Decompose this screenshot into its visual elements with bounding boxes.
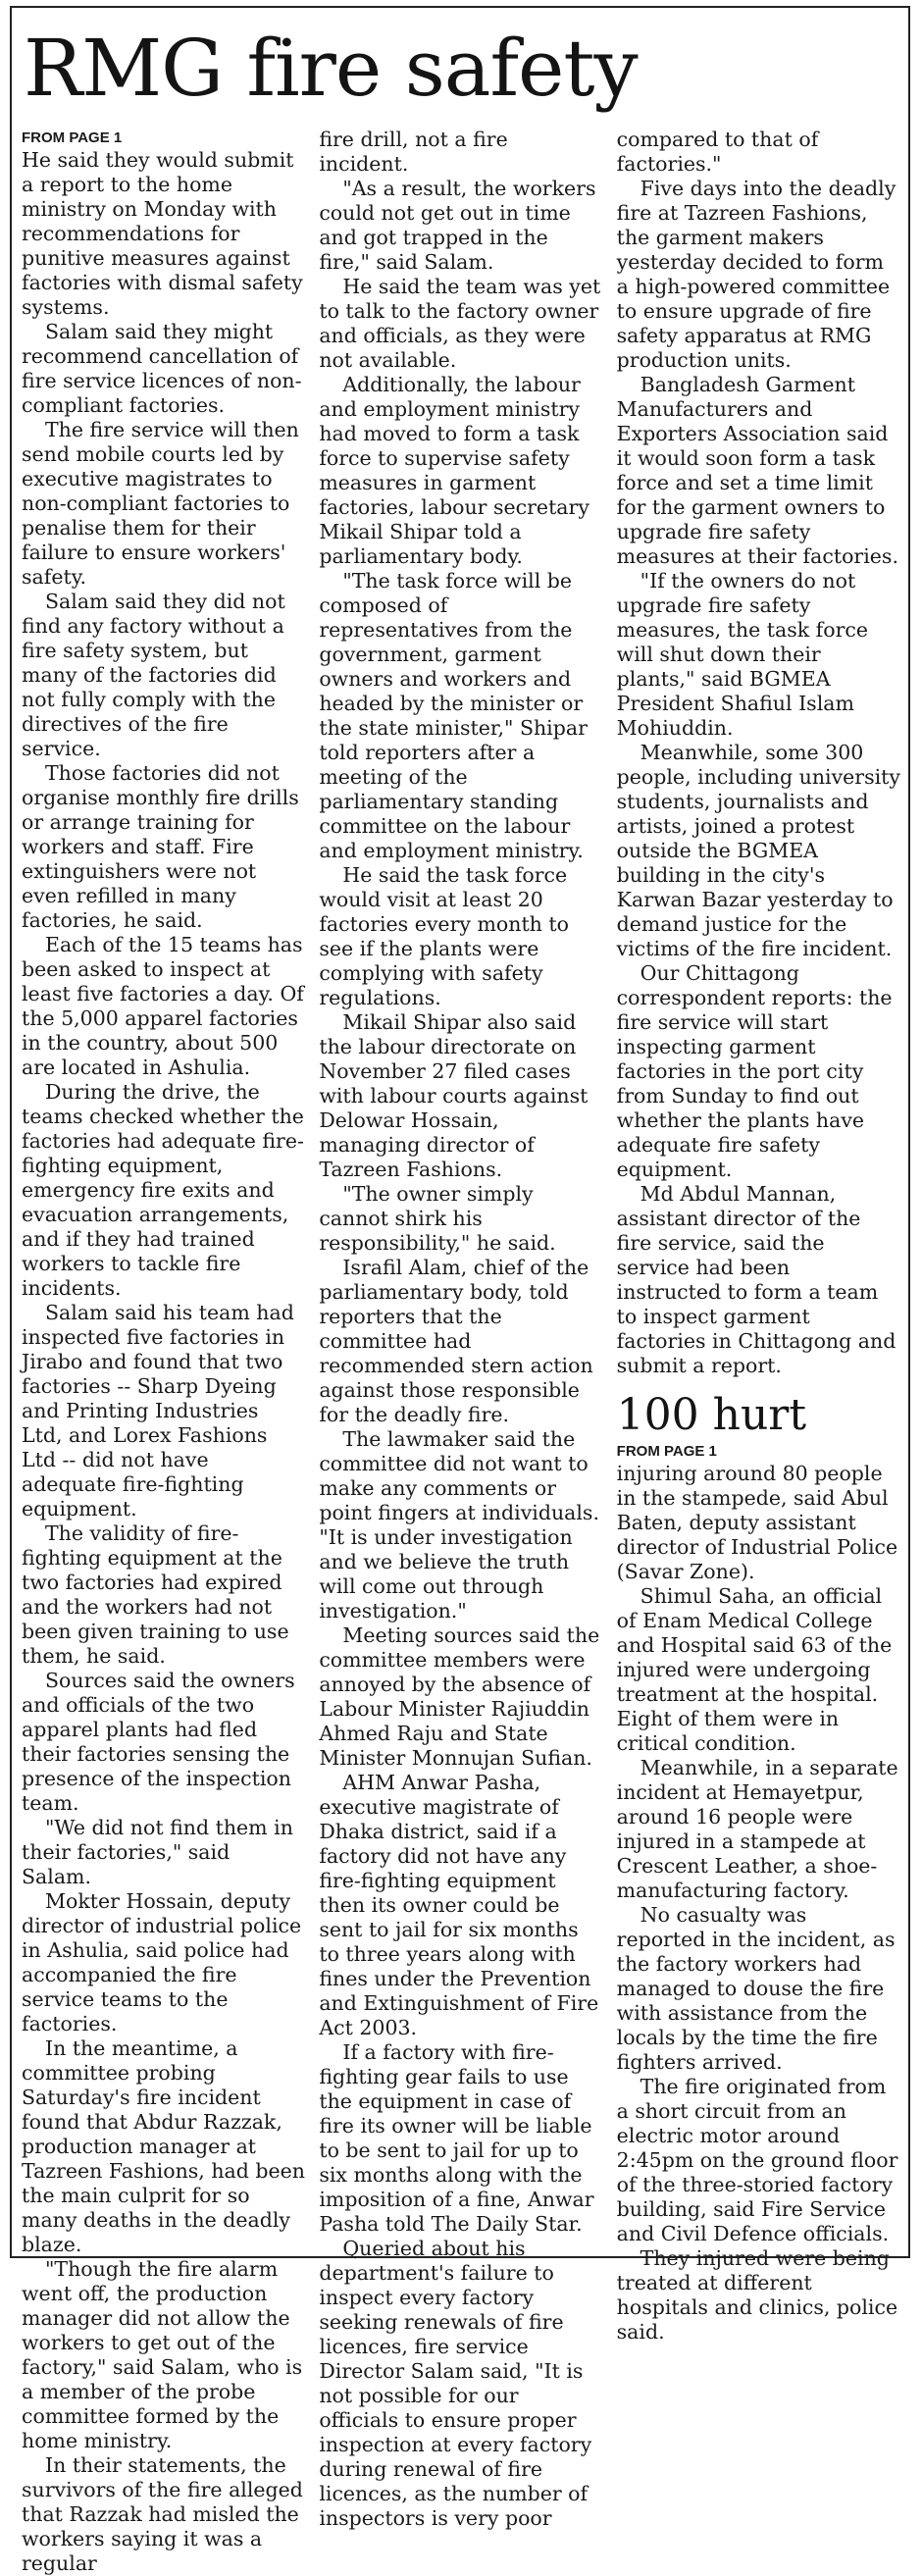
paragraph: Those factories did not organise monthly fire drills or arrange training for workers and staff. Fire extinguishers were not even refilled in many factories, he said. (22, 761, 299, 932)
paragraph: AHM Anwar Pasha, executive magistrate of Dhaka district, said if a factory did not have any fire-fighting equipment then its owner could be sent to jail for six months to three years along with fines under the Prevention and Extinguishment of Fire Act 2003. (319, 1771, 599, 2039)
paragraph: No casualty was reported in the incident, as the factory workers had managed to douse the fire with assistance from the locals by the time the fire fighters arrived. (616, 1903, 896, 2074)
paragraph: "Though the fire alarm went off, the production manager did not allow the workers to get out of the factory," said Salam, who is a member of the probe committee formed by the home ministry. (22, 2257, 303, 2452)
paragraph: Additionally, the labour and employment ministry had moved to form a task force to supervise safety measures in garment factories, labour secretary Mikail Shipar told a parliamentary body. (319, 373, 589, 568)
paragraph: Meanwhile, in a separate incident at Hemayetpur, around 16 people were injured in a stampede at Crescent Leather, a shoe-manufacturing factory. (616, 1756, 898, 1902)
continuation-label: FROM PAGE 1 (22, 129, 123, 146)
paragraph: In their statements, the survivors of the fire alleged that Razzak had misled the workers saying it was a regular (22, 2453, 303, 2575)
paragraph: Meanwhile, some 300 people, including university students, journalists and artists, joined a protest outside the BGMEA building in the city's Karwan Bazar yesterday to demand justice for the victims of the fire incident. (616, 741, 900, 960)
paragraph: The validity of fire-fighting equipment at the two factories had expired and the workers had not been given training to use them, he said. (22, 1521, 289, 1668)
paragraph: Shimul Saha, an official of Enam Medical College and Hospital said 63 of the injured were undergoing treatment at the hospital. Eight of them were in critical condition. (616, 1584, 893, 1755)
paragraph: Salam said his team had inspected five factories in Jirabo and found that two factories -- Sharp Dyeing and Printing Industries Ltd, and Lorex Fashions Ltd -- did not have adequate fire-fighting equipment. (22, 1301, 294, 1520)
paragraph: They injured were being treated at different hospitals and clinics, police said. (616, 2246, 898, 2344)
paragraph: The lawmaker said the committee did not want to make any comments or point fingers at individuals. "It is under investigation and we believe the truth will come out through investigation." (319, 1427, 599, 1623)
newspaper-clipping (10, 6, 910, 2575)
column-3 (617, 128, 900, 2576)
paragraph: He said the team was yet to talk to the factory owner and officials, as they were not available. (319, 275, 601, 372)
paragraph: Sources said the owners and officials of the two apparel plants had fled their factories sensing the presence of the inspection team. (22, 1669, 295, 1815)
column-1 (22, 128, 305, 2576)
paragraph: Queried about his department's failure to inspect every factory seeking renewals of fire licences, fire service Director Salam said, "It is not possible for our officials to ensure proper inspection at every factory during renewal of fire licences, as the number of inspectors is very poor (319, 2237, 592, 2530)
paragraph: He said the task force would visit at least 20 factories every month to see if the plants were complying with safety regulations. (319, 863, 569, 1009)
paragraph: Mikail Shipar also said the labour directorate on November 27 filed cases with labour courts against Delowar Hossain, managing director of Tazreen Fashions. (319, 1010, 589, 1181)
paragraph: Salam said they did not find any factory without a fire safety system, but many of the factories did not fully comply with the directives of the fire service. (22, 590, 285, 760)
paragraph: Each of the 15 teams has been asked to inspect at least five factories a day. Of the 5,000 apparel factories in the country, about 500 are located in Ashulia. (22, 933, 304, 1079)
paragraph: Md Abdul Mannan, assistant director of the fire service, said the service had been instructed to form a team to inspect garment factories in Chittagong and submit a report. (616, 1182, 896, 1377)
column-2 (319, 128, 602, 2576)
paragraph: Salam said they might recommend cancellation of fire service licences of non-compliant factories. (22, 320, 302, 417)
paragraph: The fire originated from a short circuit from an electric motor around 2:45pm on the ground floor of the three-storied factory building, said Fire Service and Civil Defence officials. (616, 2075, 898, 2245)
paragraph: "As a result, the workers could not get out in time and got trapped in the fire," said Salam. (319, 177, 596, 274)
paragraph: Israfil Alam, chief of the parliamentary body, told reporters that the committee had recommended stern action against those responsible for the deadly fire. (319, 1256, 593, 1426)
paragraph: Mokter Hossain, deputy director of industrial police in Ashulia, said police had accompanied the fire service teams to the factories. (22, 1889, 302, 2035)
subhead: 100 hurt (616, 1390, 807, 1440)
paragraph: "The owner simply cannot shirk his responsibility," he said. (319, 1182, 556, 1255)
paragraph: Meeting sources said the committee members were annoyed by the absence of Labour Minister Rajiuddin Ahmed Raju and State Minister Monnujan Sufian. (319, 1623, 600, 1770)
continuation-label: FROM PAGE 1 (616, 1443, 717, 1460)
article-columns (12, 128, 908, 2576)
paragraph: Bangladesh Garment Manufacturers and Exporters Association said it would soon form a task force and set a time limit for the garment owners to upgrade fire safety measures at their factories. (616, 373, 898, 568)
paragraph: During the drive, the teams checked whether the factories had adequate fire-fighting equipment, emergency fire exits and evacuation arrangements, and if they had trained workers to tackle fire incidents. (22, 1080, 304, 1300)
paragraph: In the meantime, a committee probing Saturday's fire incident found that Abdur Razzak, production manager at Tazreen Fashions, had been the main culprit for so many deaths in the deadly blaze. (22, 2036, 305, 2256)
paragraph: The fire service will then send mobile courts led by executive magistrates to non-compliant factories to penalise them for their failure to ensure workers' safety. (22, 418, 299, 589)
paragraph: "If the owners do not upgrade fire safety measures, the task force will shut down their plants," said BGMEA President Shafiul Islam Mohiuddin. (616, 569, 869, 740)
paragraph: Our Chittagong correspondent reports: the fire service will start inspecting garment factories in the port city from Sunday to find out whether the plants have adequate fire safety equipment. (616, 961, 893, 1181)
paragraph: fire drill, not a fire incident. (319, 128, 508, 176)
paragraph: If a factory with fire-fighting gear fails to use the equipment in case of fire its owner will be liable to be sent to jail for up to six months along with the imposition of a fine, Anwar Pasha told The Daily Star. (319, 2040, 594, 2236)
paragraph: "We did not find them in their factories," said Salam. (22, 1816, 293, 1888)
paragraph: "The task force will be composed of representatives from the government, garment owners and workers and headed by the minister or the state minister," Shipar told reporters after a meeting of the parliamentary standing committee on the labour and employment ministry. (319, 569, 588, 862)
paragraph: He said they would submit a report to the home ministry on Monday with recommendations for punitive measures against factories with dismal safety systems. (22, 148, 303, 319)
paragraph: injuring around 80 people in the stampede, said Abul Baten, deputy assistant director of Industrial Police (Savar Zone). (616, 1462, 898, 1583)
headline: RMG fire safety (24, 23, 638, 114)
paragraph: compared to that of factories." (616, 128, 819, 176)
paragraph: Five days into the deadly fire at Tazreen Fashions, the garment makers yesterday decided to form a high-powered committee to ensure upgrade of fire safety apparatus at RMG production units. (616, 177, 896, 372)
